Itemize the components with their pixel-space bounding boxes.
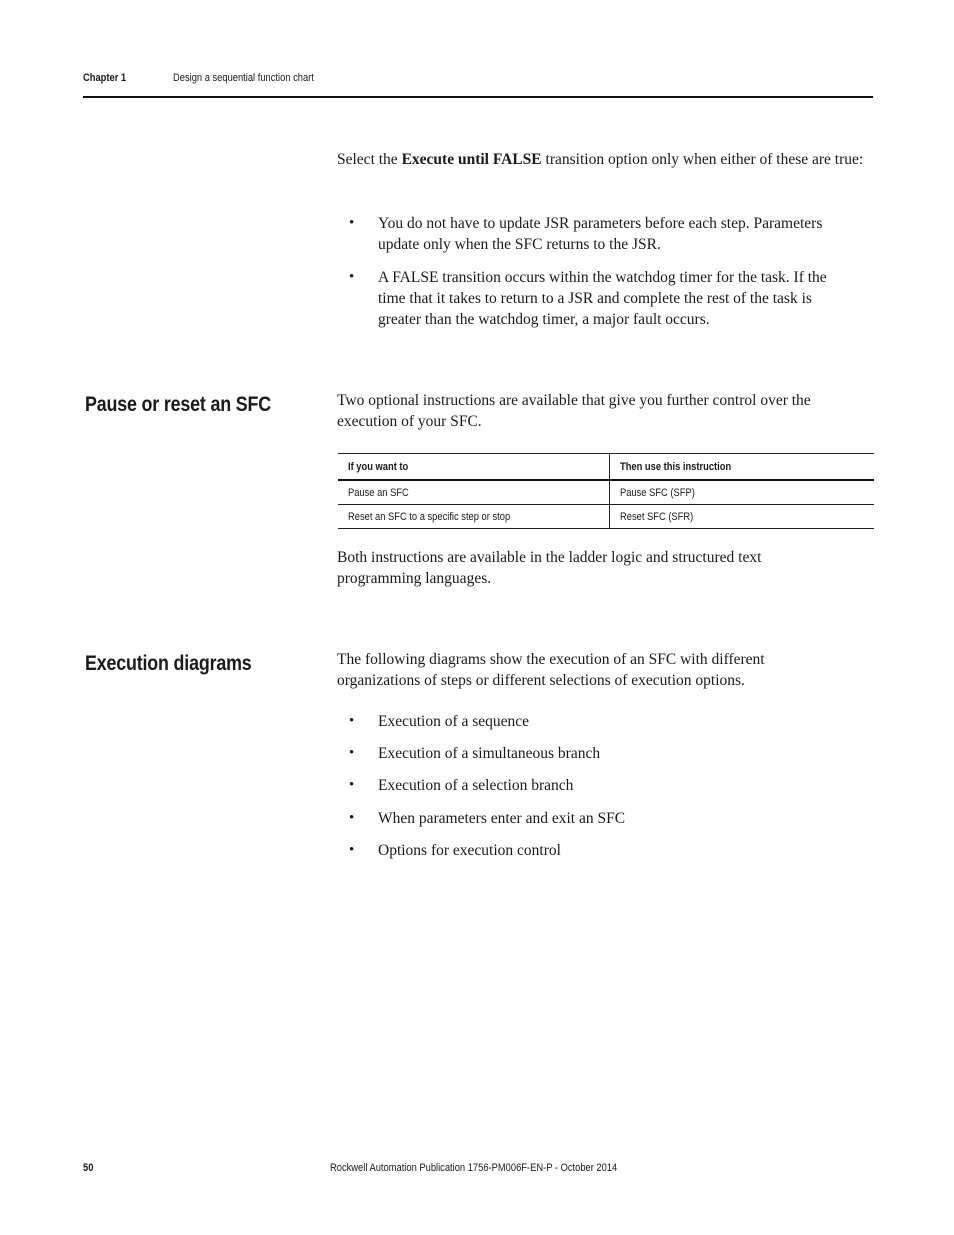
table-header-cell: If you want to	[338, 454, 610, 481]
table-cell: Reset SFC (SFR)	[610, 505, 875, 529]
table-cell: Pause an SFC	[338, 480, 610, 505]
page-header	[83, 70, 873, 98]
table-row	[338, 505, 874, 529]
section-heading-execution-diagrams: Execution diagrams	[85, 652, 252, 675]
list-item: • When parameters enter and exit an SFC	[337, 808, 857, 829]
list-item: • Execution of a simultaneous branch	[337, 743, 857, 764]
list-item: • Options for execution control	[337, 840, 857, 861]
execution-paragraph: The following diagrams show the execution of an SFC with different organizations of steps or different selections of execution options.	[337, 651, 765, 689]
table-cell: Pause SFC (SFP)	[610, 480, 875, 505]
table-row	[338, 480, 874, 505]
table-header-row	[338, 454, 874, 481]
header-title: Design a sequential function chart	[173, 72, 314, 84]
list-item: • A FALSE transition occurs within the watchdog timer for the task. If the time that it takes to return to a JSR and complete the rest of the task is greater than the watchdog timer, a major fault occurs.	[337, 267, 857, 330]
list-item: • Execution of a sequence	[337, 711, 857, 732]
instruction-table	[338, 453, 874, 529]
chapter-label: Chapter 1	[83, 72, 127, 84]
list-item: • You do not have to update JSR parameters before each step. Parameters update only when the SFC returns to the JSR.	[337, 213, 857, 255]
intro-paragraph	[337, 149, 867, 170]
list-item: • Execution of a selection branch	[337, 775, 857, 796]
intro-bullet-list	[337, 213, 857, 330]
section-heading-pause-reset: Pause or reset an SFC	[85, 393, 271, 416]
execution-bullet-list	[337, 711, 857, 861]
table-cell: Reset an SFC to a specific step or stop	[338, 505, 610, 529]
intro-prefix: Select the	[337, 151, 402, 168]
publication-info: Rockwell Automation Publication 1756-PM006F-EN-P - October 2014	[330, 1162, 618, 1174]
intro-suffix: transition option only when either of these are true:	[541, 151, 864, 168]
page-number: 50	[83, 1162, 94, 1174]
instructions-availability-paragraph: Both instructions are available in the ladder logic and structured text programming languages.	[337, 549, 762, 587]
pause-paragraph: Two optional instructions are available that give you further control over the execution of your SFC.	[337, 392, 811, 430]
table-header-cell: Then use this instruction	[610, 454, 875, 481]
intro-bold-option: Execute until FALSE	[401, 151, 542, 168]
